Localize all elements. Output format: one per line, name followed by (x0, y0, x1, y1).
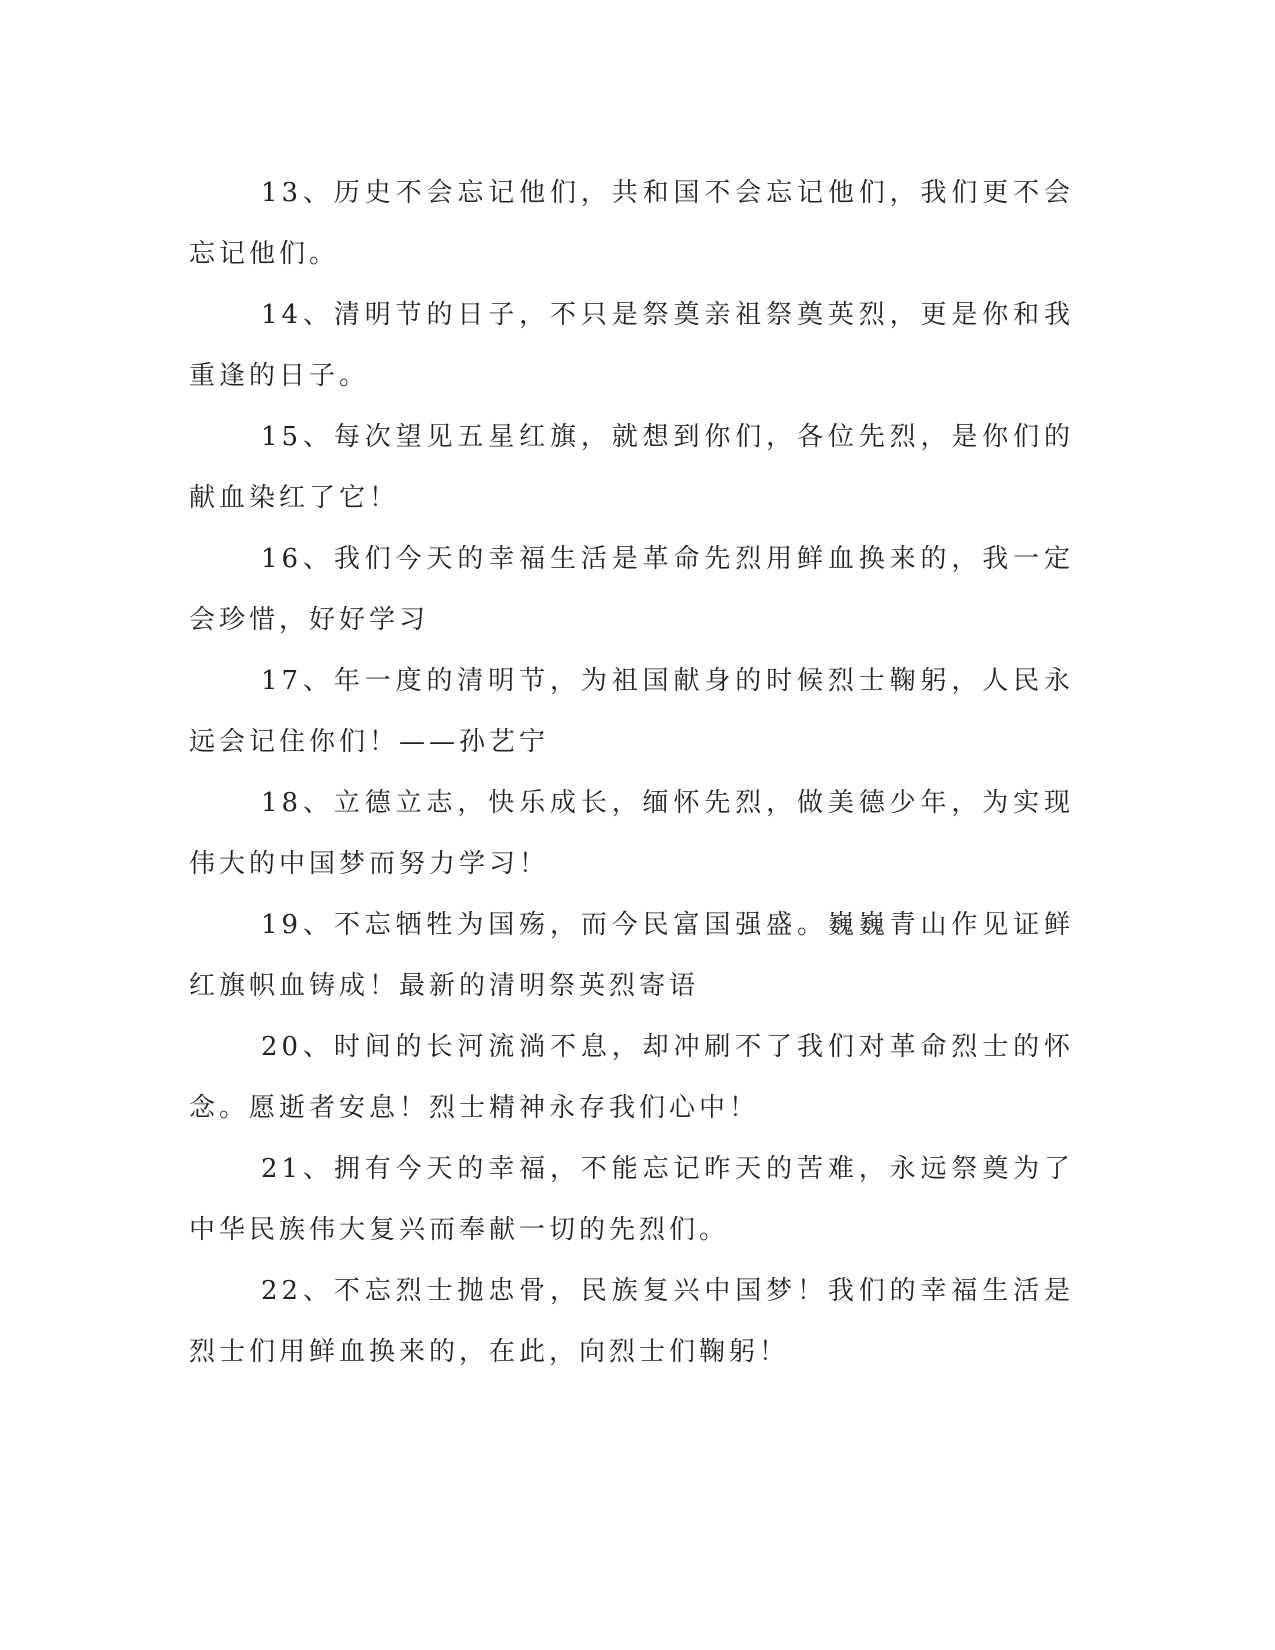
paragraph-20: 20、时间的长河流淌不息，却冲刷不了我们对革命烈士的怀念。愿逝者安息！烈士精神永存我们心中！ (189, 1032, 1074, 1123)
paragraph-16: 16、我们今天的幸福生活是革命先烈用鲜血换来的，我一定会珍惜，好好学习 (189, 544, 1074, 635)
paragraph-21: 21、拥有今天的幸福，不能忘记昨天的苦难，永远祭奠为了中华民族伟大复兴而奉献一切的先烈们。 (189, 1154, 1074, 1245)
paragraph-19: 19、不忘牺牲为国殇，而今民富国强盛。巍巍青山作见证鲜红旗帜血铸成！最新的清明祭英烈寄语 (189, 910, 1074, 1001)
paragraph-18: 18、立德立志，快乐成长，缅怀先烈，做美德少年，为实现伟大的中国梦而努力学习！ (189, 788, 1074, 879)
paragraph-14: 14、清明节的日子，不只是祭奠亲祖祭奠英烈，更是你和我重逢的日子。 (189, 300, 1074, 391)
paragraph-17: 17、年一度的清明节，为祖国献身的时候烈士鞠躬，人民永远会记住你们！——孙艺宁 (189, 666, 1074, 757)
paragraph-15: 15、每次望见五星红旗，就想到你们，各位先烈，是你们的献血染红了它！ (189, 422, 1074, 513)
paragraph-13: 13、历史不会忘记他们，共和国不会忘记他们，我们更不会忘记他们。 (189, 178, 1074, 269)
document-body (189, 163, 1074, 1383)
paragraph-22: 22、不忘烈士抛忠骨，民族复兴中国梦！我们的幸福生活是烈士们用鲜血换来的，在此，向烈士们鞠躬！ (189, 1276, 1074, 1367)
